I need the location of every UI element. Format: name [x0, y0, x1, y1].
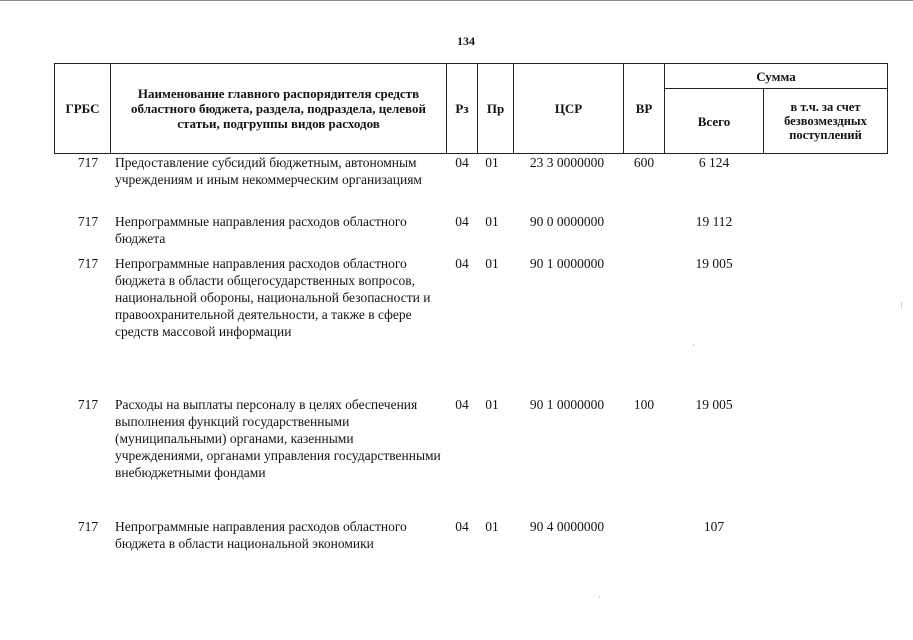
cell-rz: 04	[455, 214, 469, 229]
cell-csr: 23 3 0000000	[529, 155, 605, 170]
scan-speck: ·	[598, 592, 601, 602]
cell-csr: 90 1 0000000	[529, 397, 605, 412]
cell-rz: 04	[455, 256, 469, 271]
scan-speck: ⁝	[900, 300, 903, 310]
scan-speck: ·	[692, 340, 695, 350]
cell-pr: 01	[485, 519, 499, 534]
cell-csr: 90 4 0000000	[529, 519, 605, 534]
header-grbs: ГРБС	[54, 63, 111, 154]
header-sum: Сумма	[664, 63, 888, 89]
header-csr: ЦСР	[513, 63, 624, 154]
cell-pr: 01	[485, 256, 499, 271]
cell-rz: 04	[455, 519, 469, 534]
header-incl: в т.ч. за счет безвозмездных поступлений	[763, 88, 888, 154]
cell-total: 107	[703, 519, 725, 534]
header-pr: Пр	[477, 63, 514, 154]
page-number: 134	[457, 34, 475, 48]
cell-total: 19 112	[695, 214, 733, 229]
cell-csr: 90 1 0000000	[529, 256, 605, 271]
cell-grbs: 717	[77, 256, 99, 271]
cell-name: Непрограммные направления расходов областного бюджета в области национальной экономики	[115, 519, 407, 551]
cell-grbs: 717	[77, 519, 99, 534]
cell-name: Расходы на выплаты персоналу в целях обеспечения выполнения функций государственными (муниципальными) органами, казенными учреждениями, органами управления государственными внебюджетными фондами	[115, 397, 441, 480]
cell-vr: 100	[633, 397, 655, 412]
cell-grbs: 717	[77, 397, 99, 412]
cell-pr: 01	[485, 155, 499, 170]
header-vr: ВР	[623, 63, 665, 154]
header-rz: Рз	[446, 63, 478, 154]
cell-total: 6 124	[698, 155, 730, 170]
cell-csr: 90 0 0000000	[529, 214, 605, 229]
cell-total: 19 005	[695, 397, 733, 412]
cell-name: Предоставление субсидий бюджетным, автономным учреждениям и иным некоммерческим организациям	[115, 155, 422, 187]
cell-rz: 04	[455, 397, 469, 412]
cell-total: 19 005	[695, 256, 733, 271]
cell-vr: 600	[633, 155, 655, 170]
cell-pr: 01	[485, 397, 499, 412]
scan-top-edge	[0, 0, 913, 1]
cell-grbs: 717	[77, 155, 99, 170]
cell-grbs: 717	[77, 214, 99, 229]
cell-name: Непрограммные направления расходов областного бюджета в области общегосударственных вопросов, национальной обороны, национальной безопасности и правоохранительной деятельности, а также в сфере средств массовой информации	[115, 256, 431, 339]
header-total: Всего	[664, 88, 764, 154]
header-name: Наименование главного распорядителя средств областного бюджета, раздела, подраздела, целевой статьи, подгруппы видов расходов	[110, 63, 447, 154]
cell-rz: 04	[455, 155, 469, 170]
cell-pr: 01	[485, 214, 499, 229]
cell-name: Непрограммные направления расходов областного бюджета	[115, 214, 407, 246]
